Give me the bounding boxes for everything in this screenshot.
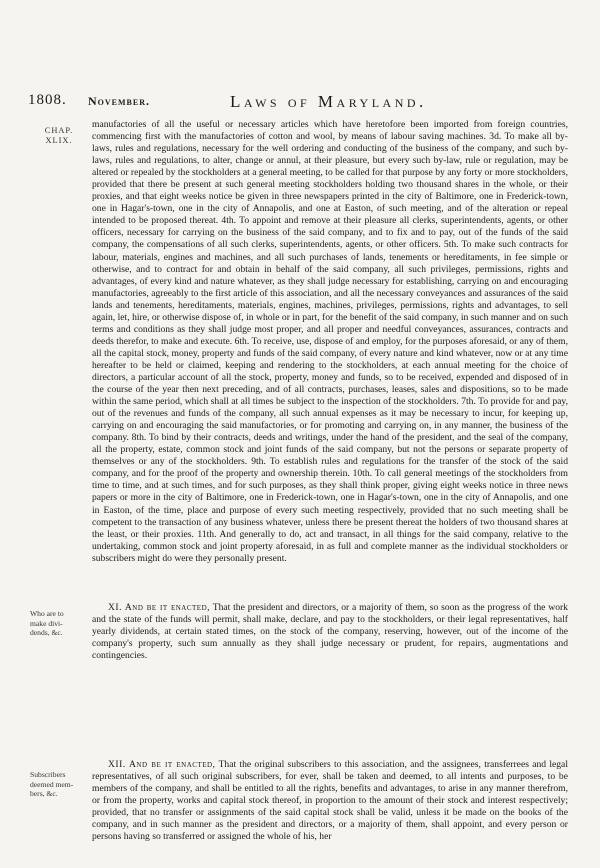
- chapter-number: XLIX.: [45, 136, 73, 145]
- margin-note-line: deemed mem-: [30, 779, 74, 789]
- margin-note-line: make divi-: [30, 618, 63, 628]
- header-year: 1808.: [28, 92, 67, 108]
- chapter-label: CHAP.: [44, 126, 74, 135]
- margin-note-subscribers: [30, 770, 88, 799]
- section-xii-paragraph: [92, 759, 568, 843]
- margin-note-line: dends, &c.: [30, 628, 63, 637]
- section-xi-paragraph: [92, 602, 568, 662]
- margin-note-line: Who are to: [30, 609, 64, 618]
- chapter-marker: [30, 126, 88, 146]
- header-month: November.: [88, 94, 151, 108]
- page-header: [28, 92, 568, 114]
- section-xii-heading: XII. And be it enacted,: [108, 759, 216, 770]
- body-paragraph-continuation: [92, 119, 568, 565]
- margin-note-dividends: [30, 609, 88, 638]
- header-title: Laws of Maryland.: [230, 92, 427, 111]
- paragraph-text: That the president and directors, or a majority of them, so soon as the progress of the work and the state of the funds will permit, shall make, declare, and pay to the stockholders, or their legal representatives, half yearly dividends, at certain stated times, on the stock of the company, reserving, however, out of the income of the company's property, such sum annually as they shall judge necessary or prudent, for repairs, augmentations and contingencies.: [92, 602, 568, 662]
- paragraph-text: That the original subscribers to this association, and the assignees, transferrees and legal representatives, of all such original subscribers, for ever, shall be taken and deemed, to all intents and purposes, to be members of the company, and shall be entitled to all the rights, benefits and advantages, to arise in any manner therefrom, or from the property, works and capital stock thereof, in proportion to the amount of their stock and interest respectively; provided, that no transfer or assignments of the said capital stock shall be valid, unless it be made on the books of the company, and in such manner as the president and directors, or a majority of them, shall appoint, and every person or persons having so transferred or assigned the whole of his, her: [92, 759, 568, 843]
- margin-note-line: Subscribers: [30, 770, 66, 779]
- paragraph-text: manufactories of all the useful or necessary articles which have heretofore been imported from foreign countries, commencing first with the manufactories of cotton and wool, by means of labour saving machines. 3d. To make all by-laws, rules and regulations, necessary for the well ordering and conducting of the business of the company, and such by-laws, rules and regulations, to alter, change or annul, at their pleasure, but every such by-law, rule or regulation, may be altered or repealed by the stockholders at a general meeting, to be called for that purpose by any forty or more stockholders, provided that there be present at such general meeting stockholders holding two thousand shares in the whole, or their proxies, and that eight weeks notice be given in three newspapers printed in the city of Baltimore, one in Frederick-town, one in Hagar's-town, one in the city of Annapolis, and one at Easton, of such meeting, and of the alteration or repeal intended to be proposed thereat. 4th. To appoint and remove at their pleasure all clerks, superintendents, agents, or other officers, necessary for carrying on the business of the said company, and to fix and to pay, out of the funds of the said company, the compensations of all such clerks, superintendents, agents, or other officers. 5th. To make such contracts for labour, materials, engines and machines, and all such purchases of lands, tenements or hereditaments, in fee simple or otherwise, and to contract for and obtain in behalf of the said company, all such privileges, permissions, rights and advantages, of every kind and nature whatever, as they shall judge necessary for establishing, carrying on and encouraging manufactories, agreeably to the first article of this association, and all the necessary conveyances and assurances of the said lands and tenements, hereditaments, materials, engines, machines, privileges, permissions, rights and advantages, to sell again, let, hire, or otherwise dispose of, in whole or in part, for the benefit of the said company, in such manner and on such terms and conditions as they shall judge most proper, and all proper and needful conveyances, assurances, contracts and deeds therefor, to make and execute. 6th. To receive, use, dispose of and employ, for the purposes aforesaid, or any of them, all the capital stock, money, property and funds of the said company, of every nature and kind whatever, now or at any time hereafter to be held or claimed, keeping and rendering to the stockholders, at each annual meeting for the choice of directors, a particular account of all the stock, property, money and funds, so to be received, expended and disposed of in the course of the year then next preceding, and of all contracts, purchases, leases, sales and dispositions, so to be made within the same period, which shall at all times be subject to the inspection of the stockholders. 7th. To provide for and pay, out of the revenues and funds of the company, all such annual expenses as it may be necessary to incur, for keeping up, carrying on and encouraging the said manufactories, or for promoting and carrying on, in any manner, the business of the company. 8th. To bind by their contracts, deeds and writings, under the hand of the president, and the seal of the company, all the property, estate, common stock and joint funds of the said company, but not the persons or separate property of themselves or any of the stockholders. 9th. To establish rules and regulations for the transfer of the stock of the said company, and for the proof of the property and ownership therein. 10th. To call general meetings of the stockholders from time to time, and at such times, and for such purposes, as they shall think proper, giving eight weeks notice in three news papers or more in the city of Baltimore, one in Frederick-town, one in Hagar's-town, one in the city of Annapolis, and one in Easton, of the time, place and purpose of every such meeting respectively, provided that no such meeting shall be competent to the transaction of any business whatever, unless there be present thereat the holders of two thousand shares at the least, or their proxies. 11th. And generally to do, act and transact, in all things for the said company, relative to the undertaking, common stock and joint property aforesaid, in as full and complete manner as the individual stockholders or subscribers might do were they personally present.: [92, 119, 568, 564]
- margin-note-line: bers, &c.: [30, 789, 58, 798]
- section-xi-heading: XI. And be it enacted,: [108, 602, 211, 613]
